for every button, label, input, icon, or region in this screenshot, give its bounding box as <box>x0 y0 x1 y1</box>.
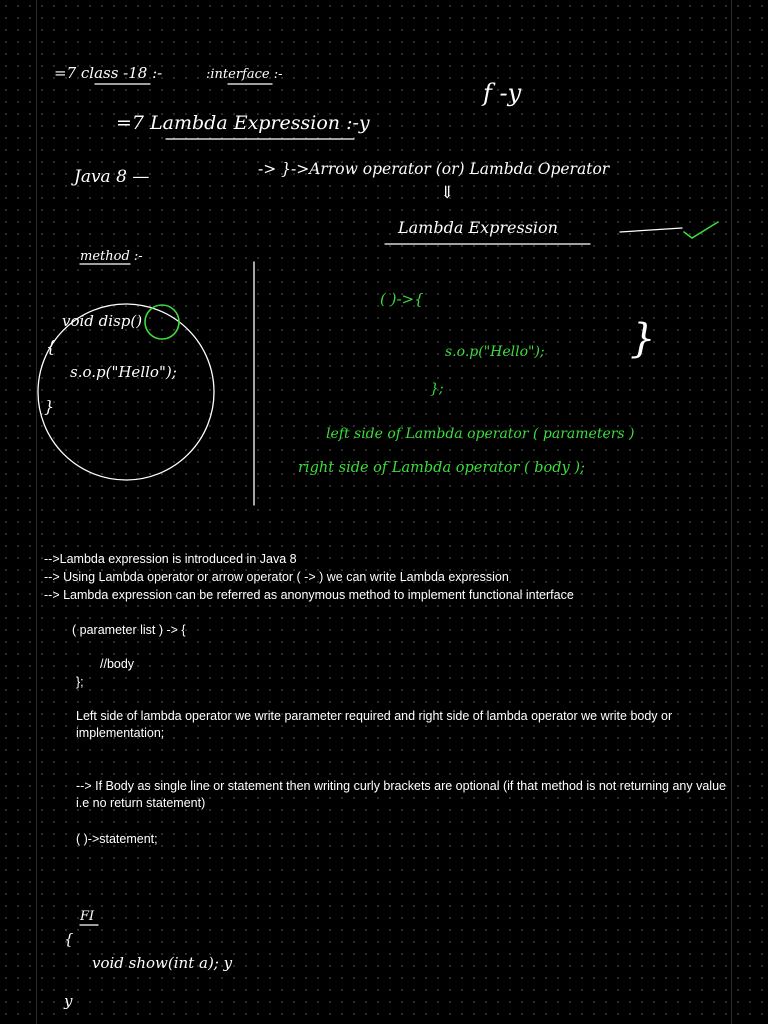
hw-lambda-heading: =7 Lambda Expression :-y <box>116 112 370 134</box>
note-bullet-3: --> Lambda expression can be referred as anonymous method to implement functional interface <box>44 588 574 602</box>
hw-fi-open-brace: { <box>64 930 74 948</box>
hw-fi-label: FI <box>80 909 95 924</box>
hw-sop-hello: s.o.p("Hello"); <box>70 363 177 381</box>
method-circle <box>38 304 214 480</box>
syntax-line-3: }; <box>76 675 84 689</box>
note-bullet-1: -->Lambda expression is introduced in Java 8 <box>44 552 297 566</box>
hw-void-show: void show(int a); y <box>92 954 233 972</box>
hw-lambda-start: ( )->{ <box>380 290 424 308</box>
hw-lambda-close: }; <box>430 381 444 397</box>
hw-left-side-note: left side of Lambda operator ( parameters ) <box>326 426 635 442</box>
syntax-line-1: ( parameter list ) -> { <box>72 623 186 637</box>
hw-arrow-operator-line: -> }->Arrow operator (or) Lambda Operator <box>258 160 610 178</box>
syntax-line-2: //body <box>100 657 135 671</box>
hw-java8: Java 8 — <box>74 167 150 187</box>
checkmark-stroke <box>684 222 718 238</box>
note-bullet-2: --> Using Lambda operator or arrow operator ( -> ) we can write Lambda expression <box>44 570 509 584</box>
pointer-stroke <box>620 228 682 232</box>
hw-fi-close-brace: y <box>64 992 73 1010</box>
hw-void-disp: void disp() <box>62 312 143 330</box>
hw-down-arrow: ⇓ <box>440 183 455 203</box>
hw-lambda-sop: s.o.p("Hello"); <box>445 344 545 360</box>
hw-class-label: =7 class -18 :- <box>54 64 163 82</box>
hw-close-brace: } <box>44 397 55 416</box>
note-paragraph-1: Left side of lambda operator we write parameter required and right side of lambda operator we write body or implementation; <box>76 709 673 740</box>
hw-top-right-mark: f -y <box>483 79 522 107</box>
hw-open-brace: { <box>46 337 57 356</box>
note-paragraph-2: --> If Body as single line or statement then writing curly brackets are optional (if that method is not returning any value i.e no return statement) <box>76 779 726 810</box>
hw-method-label: method :- <box>80 249 143 264</box>
hw-right-side-note: right side of Lambda operator ( body ); <box>298 460 585 476</box>
hw-lambda-expression-label: Lambda Expression <box>398 218 558 237</box>
syntax-single-line: ( )->statement; <box>76 832 158 846</box>
hw-interface-label: :interface :- <box>206 67 283 82</box>
hw-lambda-big-brace: } <box>630 316 656 362</box>
parenthesis-highlight-circle <box>145 305 179 339</box>
